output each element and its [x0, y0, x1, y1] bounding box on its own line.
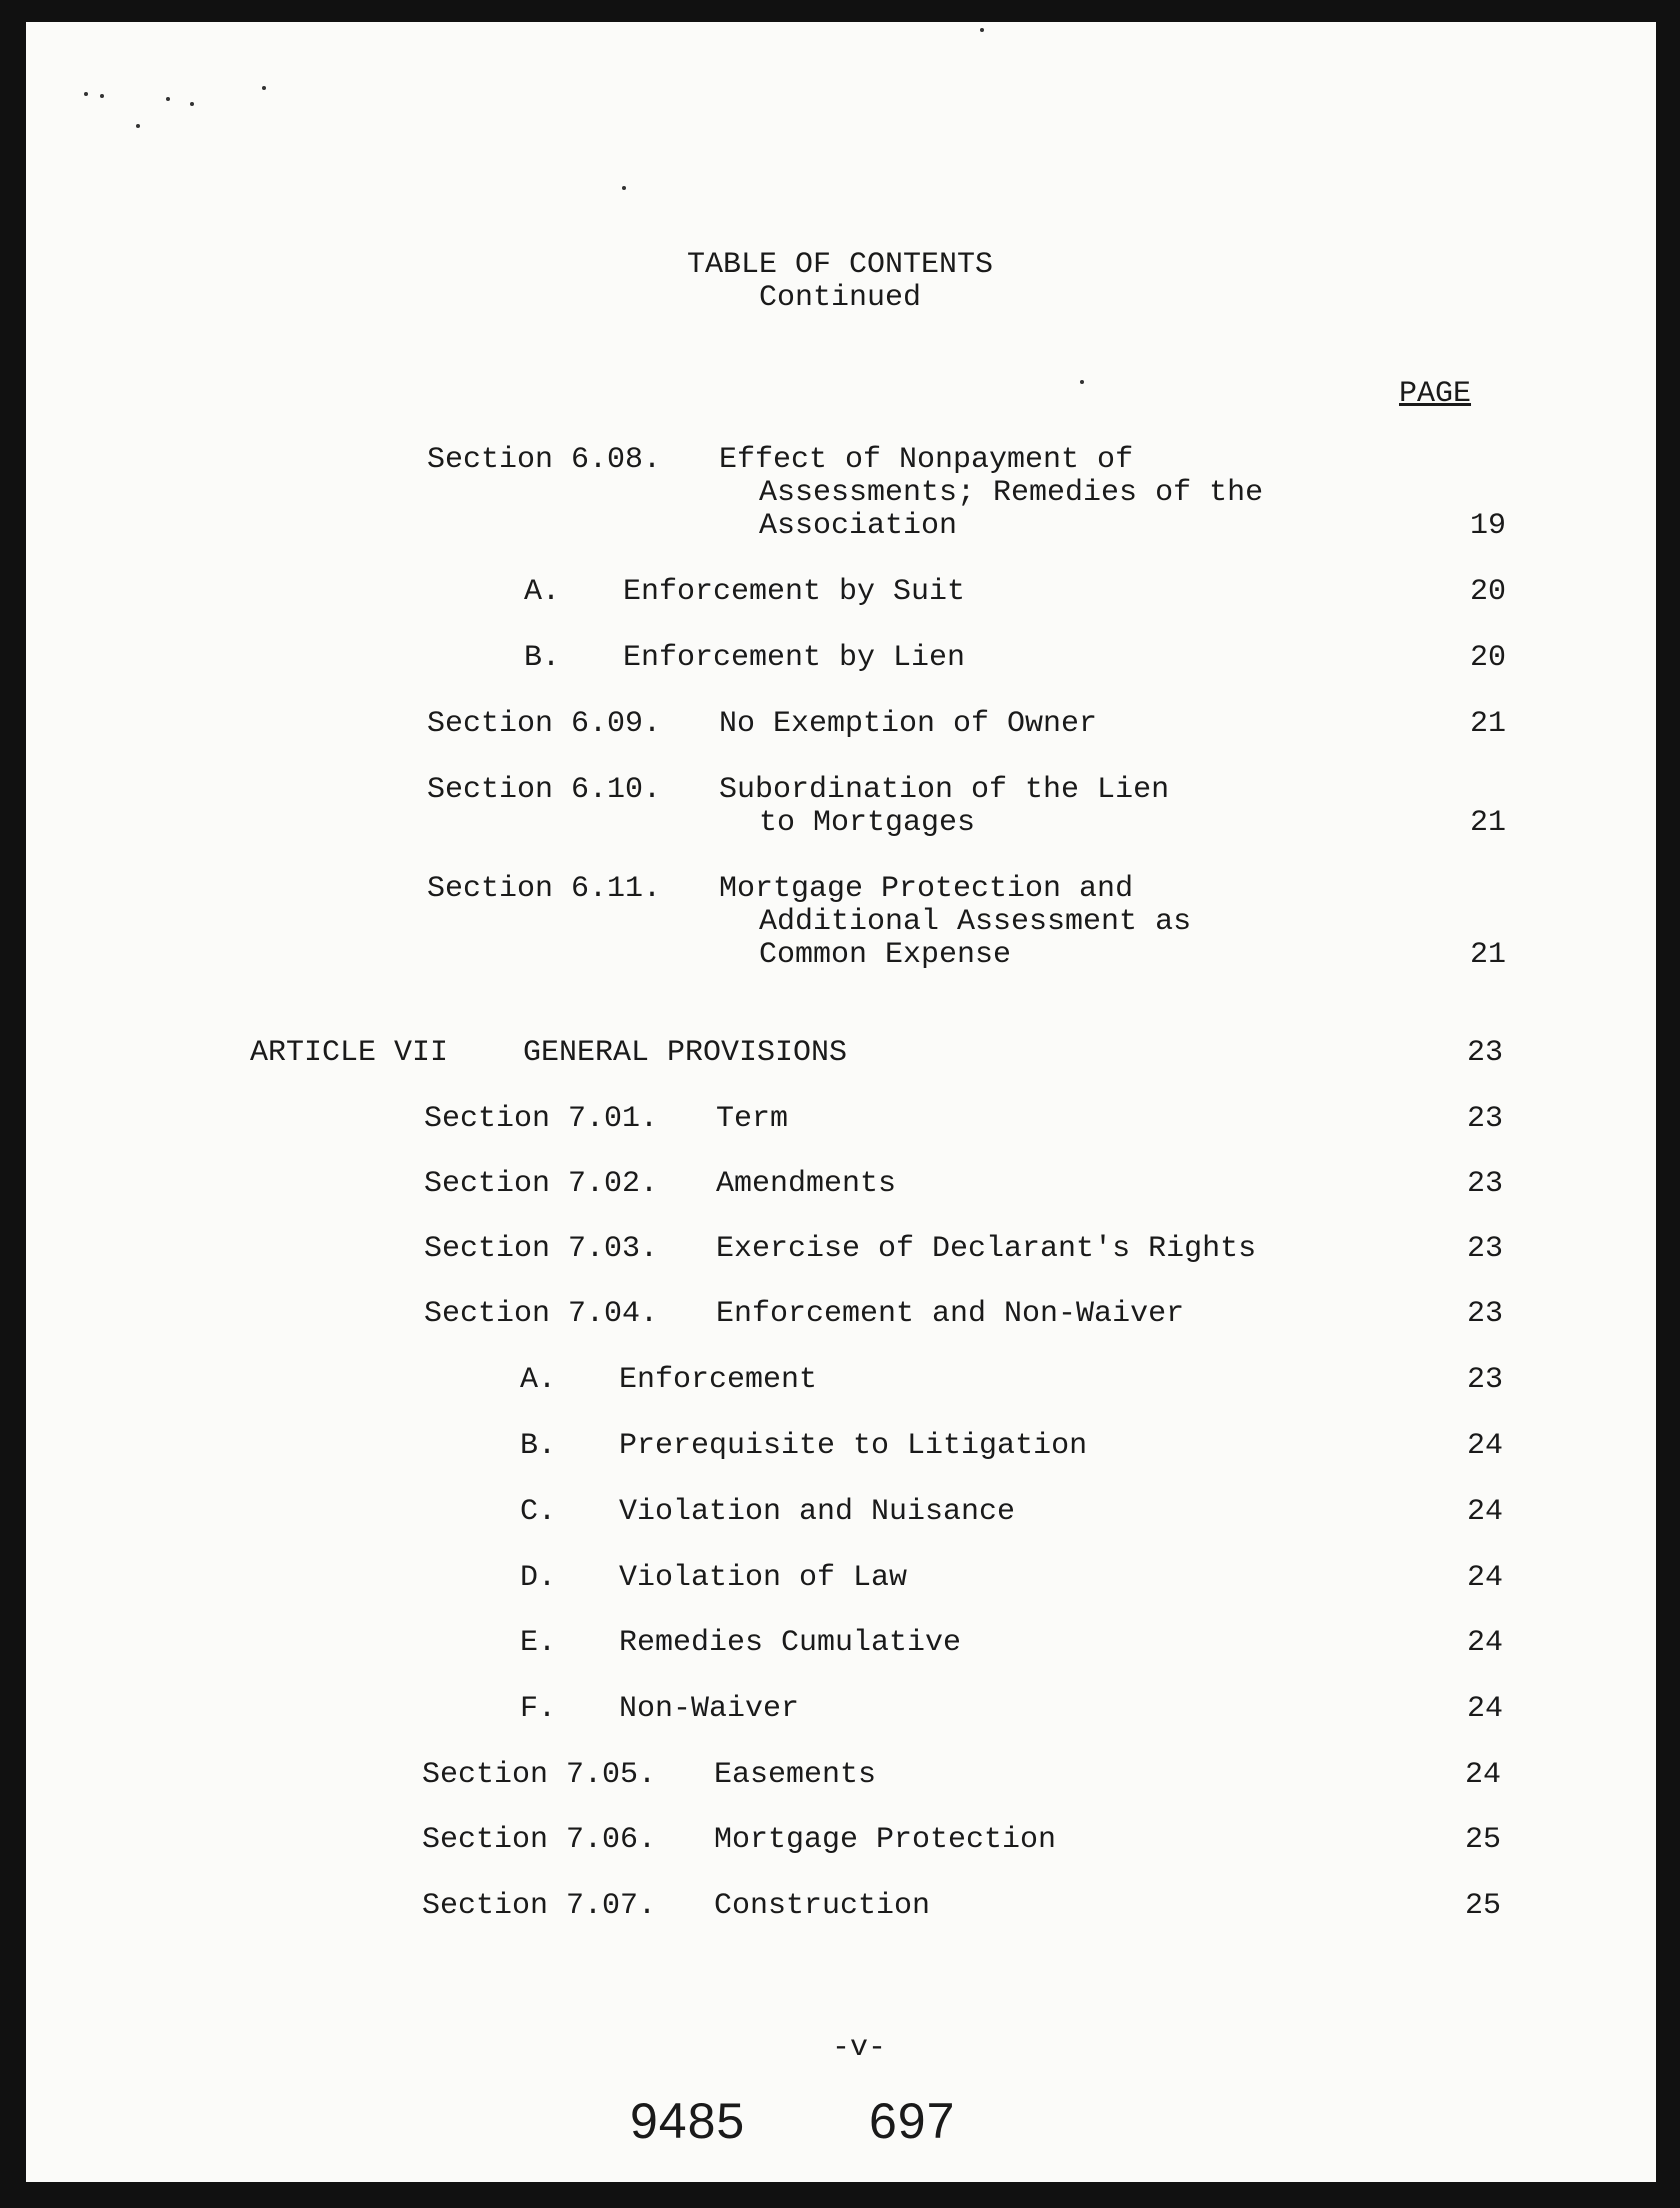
toc-article-title: GENERAL PROVISIONS [523, 1036, 848, 1070]
toc-entry-title: Non-Waiver [619, 1692, 800, 1726]
toc-entry-title: Enforcement [619, 1363, 818, 1397]
toc-entry-page: 23 [1466, 1232, 1503, 1266]
toc-entry-label: Section 7.05. [422, 1758, 657, 1792]
toc-entry-title: Association [759, 509, 958, 543]
toc-entry-title: Prerequisite to Litigation [619, 1429, 1088, 1463]
scan-speck [622, 186, 626, 190]
toc-entry-label: Section 6.08. [427, 443, 662, 477]
toc-entry-title: Mortgage Protection and [719, 872, 1134, 906]
toc-entry-title: Remedies Cumulative [619, 1626, 962, 1660]
toc-entry-label: Section 7.07. [422, 1889, 657, 1923]
toc-entry-page: 23 [1466, 1297, 1503, 1331]
toc-entry-label: D. [520, 1561, 557, 1595]
toc-entry-title: Exercise of Declarant's Rights [716, 1232, 1257, 1266]
toc-entry-label: Section 6.09. [427, 707, 662, 741]
toc-entry-title: Assessments; Remedies of the [759, 476, 1264, 510]
toc-entry-title: Term [716, 1102, 789, 1136]
toc-entry-title: to Mortgages [759, 806, 976, 840]
toc-entry-page: 20 [1469, 641, 1506, 675]
toc-entry-page: 23 [1466, 1363, 1503, 1397]
toc-entry-title: No Exemption of Owner [719, 707, 1098, 741]
scan-speck [980, 28, 984, 32]
toc-entry-page: 25 [1464, 1889, 1501, 1923]
toc-entry-page: 24 [1466, 1495, 1503, 1529]
toc-entry-label: B. [524, 641, 561, 675]
toc-entry-label: Section 7.06. [422, 1823, 657, 1857]
scan-speck [262, 86, 266, 90]
toc-entry-label: Section 7.02. [424, 1167, 659, 1201]
toc-entry-label: Section 7.03. [424, 1232, 659, 1266]
toc-entry-page: 23 [1466, 1102, 1503, 1136]
toc-entry-title: Enforcement by Lien [623, 641, 966, 675]
scan-speck [100, 94, 104, 98]
toc-entry-title: Common Expense [759, 938, 1012, 972]
toc-entry-title: Enforcement by Suit [623, 575, 966, 609]
toc-entry-label: Section 7.04. [424, 1297, 659, 1331]
toc-entry-label: Section 7.01. [424, 1102, 659, 1136]
toc-entry-label: F. [520, 1692, 557, 1726]
toc-entry-label: Section 6.10. [427, 773, 662, 807]
toc-entry-page: 24 [1466, 1626, 1503, 1660]
toc-entry-title: Effect of Nonpayment of [719, 443, 1134, 477]
toc-entry-page: 24 [1466, 1692, 1503, 1726]
toc-entry-title: Subordination of the Lien [719, 773, 1170, 807]
toc-entry-page: 20 [1469, 575, 1506, 609]
toc-entry-page: 19 [1469, 509, 1506, 543]
scan-speck [166, 97, 170, 101]
toc-entry-page: 24 [1466, 1561, 1503, 1595]
toc-entry-page: 23 [1466, 1167, 1503, 1201]
toc-entry-page: 21 [1469, 707, 1506, 741]
toc-entry-title: Violation and Nuisance [619, 1495, 1016, 1529]
scan-speck [1080, 380, 1084, 384]
toc-entry-label: B. [520, 1429, 557, 1463]
toc-entry-page: 24 [1464, 1758, 1501, 1792]
toc-entry-title: Construction [714, 1889, 931, 1923]
toc-entry-title: Amendments [716, 1167, 897, 1201]
toc-entry-page: 23 [1466, 1036, 1503, 1070]
toc-entry-title: Mortgage Protection [714, 1823, 1057, 1857]
toc-entry-title: Additional Assessment as [759, 905, 1192, 939]
page-number: -v- [832, 2031, 887, 2065]
toc-entry-label: A. [520, 1363, 557, 1397]
toc-entry-page: 24 [1466, 1429, 1503, 1463]
document-page [26, 22, 1656, 2182]
toc-title: TABLE OF CONTENTS [686, 248, 994, 282]
toc-entry-label: E. [520, 1626, 557, 1660]
toc-entry-label: A. [524, 575, 561, 609]
toc-entry-page: 25 [1464, 1823, 1501, 1857]
scan-speck [190, 102, 194, 106]
document-stamp-right: 697 [869, 2093, 956, 2149]
toc-entry-label: C. [520, 1495, 557, 1529]
page-column-label: PAGE [1399, 377, 1472, 411]
toc-entry-label: Section 6.11. [427, 872, 662, 906]
toc-entry-title: Violation of Law [619, 1561, 908, 1595]
scan-speck [136, 124, 140, 128]
document-stamp-left: 9485 [630, 2093, 746, 2149]
toc-entry-page: 21 [1469, 806, 1506, 840]
toc-article-label: ARTICLE VII [250, 1036, 449, 1070]
toc-entry-title: Easements [714, 1758, 877, 1792]
toc-subtitle: Continued [758, 281, 922, 315]
toc-entry-title: Enforcement and Non-Waiver [716, 1297, 1185, 1331]
scan-speck [84, 92, 88, 96]
toc-entry-page: 21 [1469, 938, 1506, 972]
